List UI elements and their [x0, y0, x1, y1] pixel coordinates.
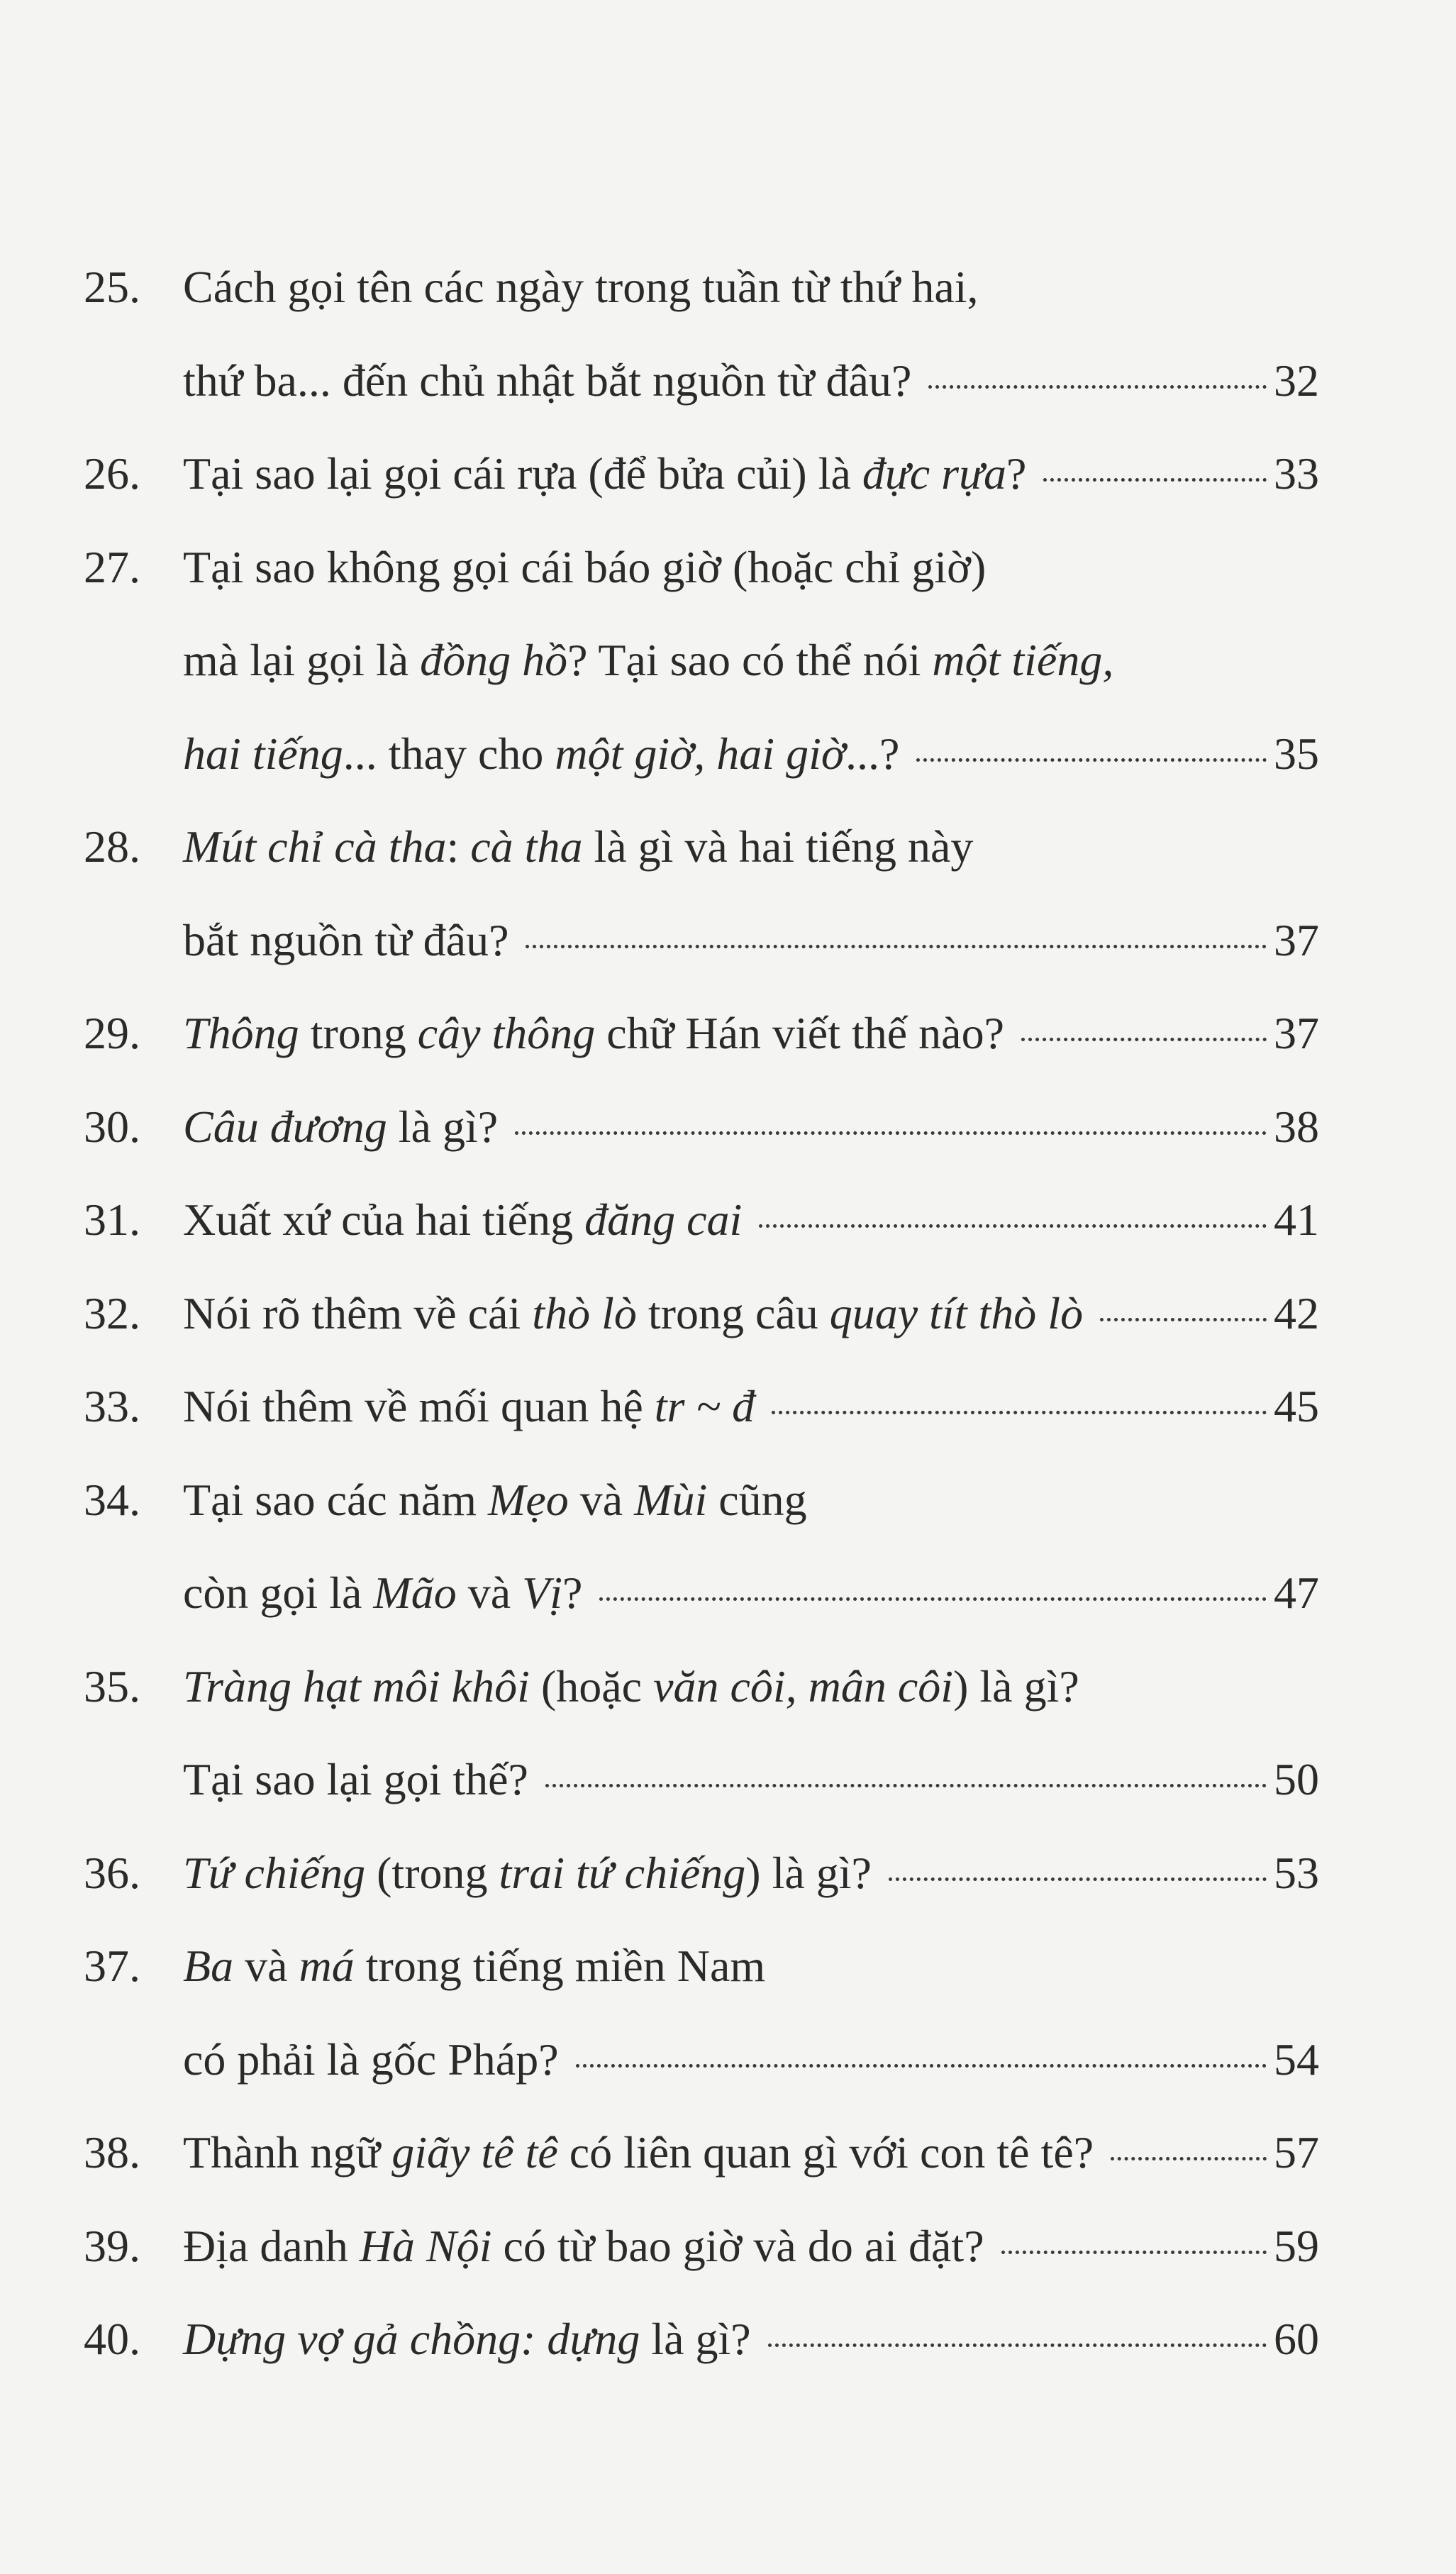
entry-title-row	[183, 2121, 1319, 2185]
entry-title-row	[183, 1375, 1319, 1438]
page-number: 35	[1274, 728, 1319, 779]
entry-title-line: Thông trong cây thông chữ Hán viết thế nào?	[183, 1008, 1004, 1058]
dot-leader	[759, 1224, 1267, 1228]
toc-entry[interactable]	[0, 815, 1456, 1002]
entry-title-line: Tại sao lại gọi cái rựa (để bửa củi) là đực rựa?	[183, 448, 1027, 499]
entry-title-line: Tại sao các năm Mẹo và Mùi cũng	[183, 1474, 807, 1525]
page-number: 50	[1274, 1754, 1319, 1804]
toc-entry[interactable]	[0, 2121, 1456, 2214]
entry-title-row	[183, 442, 1319, 506]
toc-entry[interactable]	[0, 1841, 1456, 1935]
page-number: 38	[1274, 1101, 1319, 1152]
page-number: 45	[1274, 1381, 1319, 1431]
entry-number: 29.	[84, 1008, 140, 1058]
page-number: 53	[1274, 1847, 1319, 1898]
dot-leader	[515, 1131, 1267, 1135]
dot-leader	[772, 1411, 1267, 1414]
entry-title-line: hai tiếng... thay cho một giờ, hai giờ...?	[183, 728, 900, 779]
entry-number: 36.	[84, 1847, 140, 1898]
dot-leader	[1043, 478, 1267, 482]
entry-title-row	[183, 2307, 1319, 2371]
page-number: 57	[1274, 2127, 1319, 2178]
entry-number: 39.	[84, 2220, 140, 2271]
entry-title-row	[183, 722, 1319, 786]
entry-title-line: Dựng vợ gả chồng: dựng là gì?	[183, 2314, 751, 2364]
toc-entry[interactable]	[0, 536, 1456, 816]
entry-title-line: Cách gọi tên các ngày trong tuần từ thứ hai,	[183, 262, 979, 312]
page-number: 32	[1274, 355, 1319, 406]
entry-title-row	[183, 2028, 1319, 2092]
entry-title-line: mà lại gọi là đồng hồ? Tại sao có thể nói một tiếng,	[183, 635, 1114, 685]
toc-entry[interactable]	[0, 2214, 1456, 2308]
entry-title-line: Mút chỉ cà tha: cà tha là gì và hai tiếng này	[183, 821, 974, 872]
entry-title-line: Nói thêm về mối quan hệ tr ~ đ	[183, 1381, 755, 1431]
page-number: 33	[1274, 448, 1319, 499]
entry-title-line: Địa danh Hà Nội có từ bao giờ và do ai đặt?	[183, 2220, 984, 2271]
toc-entry[interactable]	[0, 1095, 1456, 1189]
dot-leader	[768, 2343, 1267, 2347]
entry-title-line: Xuất xứ của hai tiếng đăng cai	[183, 1194, 743, 1245]
entry-number: 31.	[84, 1194, 140, 1245]
dot-leader	[545, 1784, 1267, 1787]
toc-entry[interactable]	[0, 1655, 1456, 1841]
entry-number: 28.	[84, 821, 140, 872]
entry-title-line: Nói rõ thêm về cái thò lò trong câu quay tít thò lò	[183, 1287, 1084, 1338]
entry-title-line: Tại sao lại gọi thế?	[183, 1754, 528, 1804]
entry-number: 26.	[84, 448, 140, 499]
entry-number: 27.	[84, 541, 140, 592]
toc-entry[interactable]	[0, 2307, 1456, 2401]
entry-title-row	[183, 909, 1319, 972]
toc-entry[interactable]	[0, 1282, 1456, 1375]
toc-entry[interactable]	[0, 1188, 1456, 1282]
entry-title-line: còn gọi là Mão và Vị?	[183, 1568, 583, 1618]
entry-title-row	[183, 349, 1319, 413]
entry-number: 38.	[84, 2127, 140, 2178]
toc-entry[interactable]	[0, 1468, 1456, 1655]
entry-title-line: thứ ba... đến chủ nhật bắt nguồn từ đâu?	[183, 355, 912, 406]
entry-number: 32.	[84, 1287, 140, 1338]
entry-title-row	[183, 1095, 1319, 1159]
dot-leader	[1100, 1318, 1267, 1321]
entry-number: 25.	[84, 262, 140, 312]
entry-number: 33.	[84, 1381, 140, 1431]
entry-title-row	[183, 1841, 1319, 1905]
page-number: 37	[1274, 1008, 1319, 1058]
dot-leader	[1111, 2157, 1267, 2160]
entry-title-line: có phải là gốc Pháp?	[183, 2034, 559, 2085]
entry-number: 34.	[84, 1474, 140, 1525]
entry-title-row	[183, 2214, 1319, 2278]
entry-title-row	[183, 1282, 1319, 1346]
page-number: 42	[1274, 1287, 1319, 1338]
page-number: 37	[1274, 914, 1319, 965]
entry-title-line: Câu đương là gì?	[183, 1101, 499, 1152]
dot-leader	[916, 758, 1267, 762]
dot-leader	[889, 1877, 1267, 1881]
page-number: 59	[1274, 2220, 1319, 2271]
entry-title-line: Tứ chiếng (trong trai tứ chiếng) là gì?	[183, 1847, 872, 1898]
entry-title-line: Tại sao không gọi cái báo giờ (hoặc chỉ giờ)	[183, 541, 987, 592]
dot-leader	[1021, 1038, 1267, 1041]
page-number: 41	[1274, 1194, 1319, 1245]
entry-title-row	[183, 1748, 1319, 1812]
entry-title-line: bắt nguồn từ đâu?	[183, 914, 509, 965]
entry-number: 30.	[84, 1101, 140, 1152]
toc-entry[interactable]	[0, 255, 1456, 442]
dot-leader	[928, 385, 1267, 389]
dot-leader	[599, 1597, 1267, 1601]
entry-title-row	[183, 1188, 1319, 1252]
page-number: 60	[1274, 2314, 1319, 2364]
toc-entry[interactable]	[0, 1375, 1456, 1468]
page-number: 47	[1274, 1568, 1319, 1618]
dot-leader	[576, 2064, 1267, 2068]
dot-leader	[1001, 2251, 1267, 2254]
entry-title-row	[183, 1561, 1319, 1625]
entry-title-row	[183, 1002, 1319, 1065]
toc-entry[interactable]	[0, 1934, 1456, 2121]
entry-title-line: Tràng hạt môi khôi (hoặc văn côi, mân côi) là gì?	[183, 1660, 1079, 1712]
entry-number: 37.	[84, 1941, 140, 1991]
entry-title-line: Thành ngữ giãy tê tê có liên quan gì với con tê tê?	[183, 2127, 1094, 2178]
toc-entry[interactable]	[0, 1002, 1456, 1095]
toc-entry[interactable]	[0, 442, 1456, 536]
entry-number: 40.	[84, 2314, 140, 2364]
entry-title-line: Ba và má trong tiếng miền Nam	[183, 1941, 766, 1991]
entry-number: 35.	[84, 1660, 140, 1712]
dot-leader	[526, 945, 1267, 948]
page-number: 54	[1274, 2034, 1319, 2085]
